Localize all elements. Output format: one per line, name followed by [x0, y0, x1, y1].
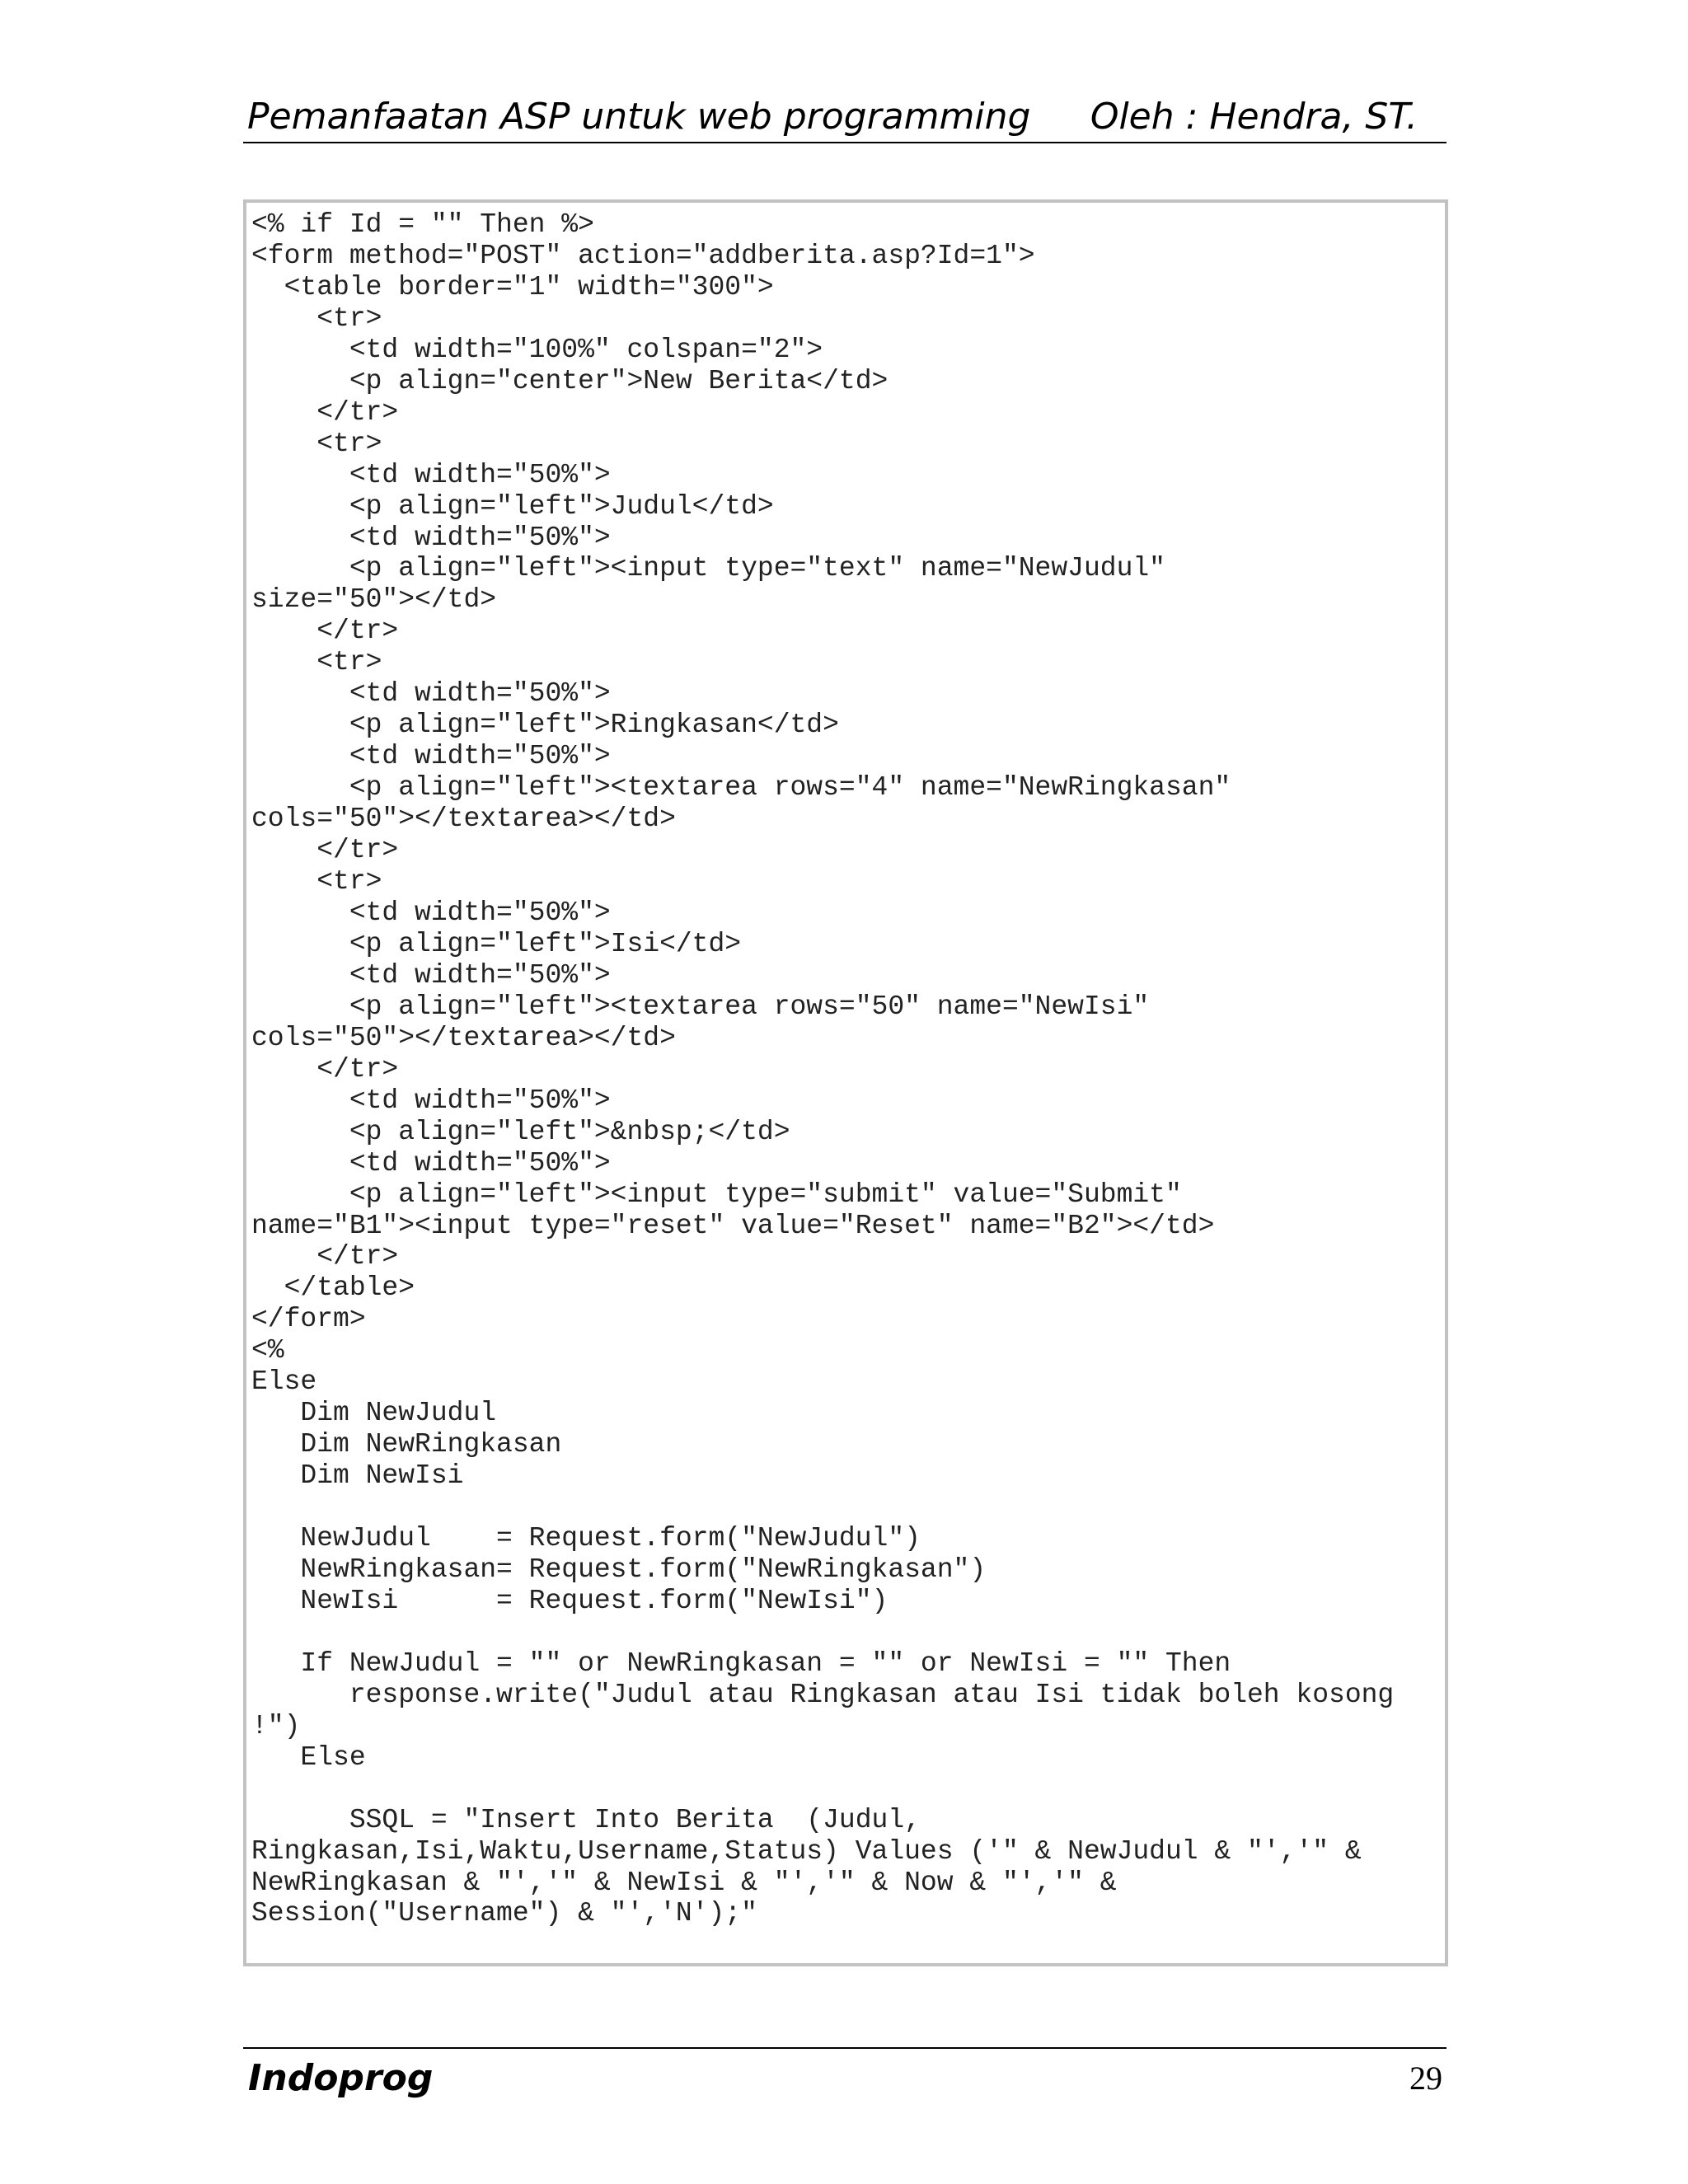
document-author: Oleh : Hendra, ST. — [1090, 96, 1418, 138]
code-line: !") — [251, 1710, 301, 1741]
code-line: Else — [251, 1741, 366, 1773]
code-line: response.write("Judul atau Ringkasan atau Isi tidak boleh kosong — [251, 1679, 1395, 1710]
code-line: <% if Id = "" Then %> — [251, 209, 594, 240]
code-line: Dim NewJudul — [251, 1398, 497, 1429]
code-line: SSQL = "Insert Into Berita (Judul, — [251, 1804, 921, 1835]
code-line: <p align="left"><input type="text" name="NewJudul" — [251, 553, 1165, 584]
code-line: <p align="left">Ringkasan</td> — [251, 710, 839, 741]
code-line: <tr> — [251, 647, 382, 678]
code-line: <tr> — [251, 302, 382, 334]
code-line: <td width="50%"> — [251, 741, 611, 772]
code-line: <td width="50%"> — [251, 459, 611, 490]
code-line: <form method="POST" action="addberita.asp?Id=1"> — [251, 240, 1035, 271]
code-line: </tr> — [251, 396, 399, 428]
footer-brand: Indoprog — [248, 2057, 434, 2099]
code-line: size="50"></td> — [251, 584, 497, 616]
code-line: <table border="1" width="300"> — [251, 271, 774, 302]
code-line: name="B1"><input type="reset" value="Reset" name="B2"></td> — [251, 1210, 1215, 1241]
code-line: NewIsi = Request.form("NewIsi") — [251, 1585, 889, 1616]
code-line: <td width="50%"> — [251, 1147, 611, 1179]
code-line: <p align="left">&nbsp;</td> — [251, 1116, 790, 1147]
page-footer — [243, 2047, 1447, 2107]
code-line: <p align="left"><textarea rows="50" name="NewIsi" — [251, 991, 1150, 1022]
code-line: <td width="50%"> — [251, 959, 611, 991]
code-line: <td width="50%"> — [251, 678, 611, 710]
code-line: </tr> — [251, 1053, 399, 1085]
code-line: <tr> — [251, 866, 382, 898]
code-line: <p align="left"><textarea rows="4" name="NewRingkasan" — [251, 772, 1231, 804]
code-line: <p align="center">New Berita</td> — [251, 365, 889, 396]
code-line: cols="50"></textarea></td> — [251, 804, 676, 835]
code-line: <td width="50%"> — [251, 897, 611, 928]
code-line: Dim NewRingkasan — [251, 1429, 562, 1460]
code-line: NewRingkasan & "','" & NewIsi & "','" & Now & "','" & — [251, 1867, 1117, 1898]
page-number: 29 — [1409, 2060, 1442, 2097]
code-line: Ringkasan,Isi,Waktu,Username,Status) Values ('" & NewJudul & "','" & — [251, 1835, 1362, 1867]
page-header — [243, 92, 1447, 143]
document-title: Pemanfaatan ASP untuk web programming — [247, 96, 1031, 138]
code-line: <td width="50%"> — [251, 1085, 611, 1116]
code-line: <p align="left">Isi</td> — [251, 928, 742, 959]
code-line: Session("Username") & "','N');" — [251, 1898, 757, 1929]
code-line: </form> — [251, 1304, 366, 1335]
code-line: If NewJudul = "" or NewRingkasan = "" or NewIsi = "" Then — [251, 1647, 1231, 1679]
code-line: </tr> — [251, 1241, 399, 1272]
code-line: </table> — [251, 1272, 415, 1304]
code-line: <td width="100%" colspan="2"> — [251, 334, 823, 365]
code-listing — [251, 209, 1394, 1929]
code-line: NewJudul = Request.form("NewJudul") — [251, 1523, 921, 1554]
code-line: Dim NewIsi — [251, 1460, 464, 1492]
code-line: <p align="left">Judul</td> — [251, 490, 774, 522]
code-line: </tr> — [251, 835, 399, 866]
code-line: <tr> — [251, 428, 382, 459]
code-line: Else — [251, 1366, 317, 1398]
code-line: </tr> — [251, 616, 399, 647]
code-line: <p align="left"><input type="submit" value="Submit" — [251, 1179, 1182, 1210]
code-line: <td width="50%"> — [251, 522, 611, 553]
code-line: cols="50"></textarea></td> — [251, 1022, 676, 1053]
code-line: <% — [251, 1335, 284, 1366]
code-listing-box — [243, 199, 1448, 1966]
code-line: NewRingkasan= Request.form("NewRingkasan") — [251, 1554, 987, 1585]
